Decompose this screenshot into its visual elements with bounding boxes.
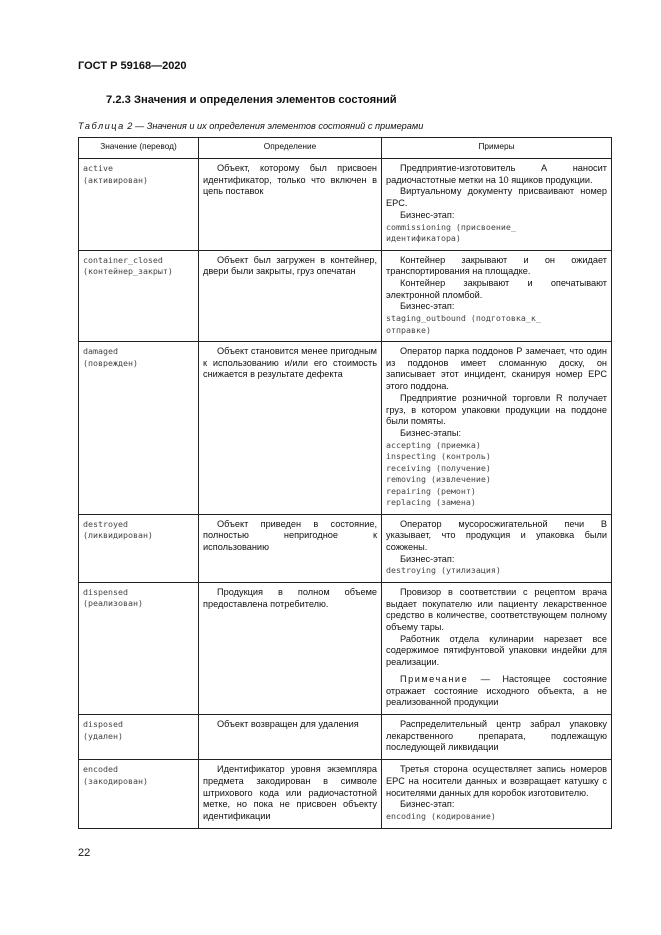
note-body: — Настоящее состояние отражает состояние исходного объекта, а не реализованной продукции xyxy=(386,673,607,708)
definition-text: Объект приведен в состояние, полностью непригодное к использованию xyxy=(203,518,377,553)
state-value: encoded xyxy=(83,764,118,775)
state-translation: (закодирован) xyxy=(83,775,148,786)
business-step: commissioning (присвоение_ xyxy=(386,221,516,232)
state-value: destroyed xyxy=(83,518,128,529)
state-value: damaged xyxy=(83,346,118,357)
table-row xyxy=(79,715,612,760)
cell-definition xyxy=(199,514,382,582)
business-step: encoding (кодирование) xyxy=(386,810,496,821)
cell-definition xyxy=(199,715,382,760)
state-value: dispensed xyxy=(83,586,128,597)
cell-value xyxy=(79,250,199,342)
definition-text: Объект становится менее пригодным к использованию и/или его стоимость снижается в результате дефекта xyxy=(203,346,377,380)
business-step: отправке) xyxy=(386,324,431,335)
example-text: Бизнес-этап: xyxy=(400,209,455,220)
state-value: container_closed xyxy=(83,254,163,265)
example-text: Работник отдела кулинарии нарезает все содержимое пятифунтовой упаковки индейки для реализации. xyxy=(386,633,607,668)
table-caption-label: Таблица xyxy=(78,121,125,131)
document-code: ГОСТ Р 59168—2020 xyxy=(78,60,187,72)
example-text: Оператор парка поддонов Р замечает, что один из поддонов имеет сломанную доску, он записывает этот инцидент, сканируя номер EPC этого поддона. xyxy=(386,346,607,392)
state-translation: (контейнер_закрыт) xyxy=(83,266,173,277)
definition-text: Продукция в полном объеме предоставлена потребителю. xyxy=(203,586,377,609)
cell-definition xyxy=(199,342,382,515)
cell-value xyxy=(79,760,199,829)
cell-examples xyxy=(382,514,612,582)
state-translation: (реализован) xyxy=(83,598,143,609)
cell-value xyxy=(79,514,199,582)
business-step: destroying (утилизация) xyxy=(386,565,501,576)
column-header-definition: Определение xyxy=(199,138,382,159)
cell-examples xyxy=(382,760,612,829)
state-translation: (поврежден) xyxy=(83,357,138,368)
state-translation: (ликвидирован) xyxy=(83,530,153,541)
note-label: Примечание xyxy=(400,673,469,684)
cell-examples xyxy=(382,582,612,714)
table-caption-text: 2 — Значения и их определения элементов состояний с примерами xyxy=(124,121,424,131)
cell-examples xyxy=(382,250,612,342)
cell-definition xyxy=(199,760,382,829)
example-text: Бизнес-этап: xyxy=(400,301,455,312)
table-row xyxy=(79,250,612,342)
state-translation: (активирован) xyxy=(83,174,148,185)
cell-definition xyxy=(199,582,382,714)
example-text: Контейнер закрывают и опечатывают электронной пломбой. xyxy=(386,277,607,300)
page-number: 22 xyxy=(78,847,91,859)
business-step: inspecting (контроль) xyxy=(386,451,491,462)
business-step: receiving (получение) xyxy=(386,462,491,473)
column-header-value: Значение (перевод) xyxy=(79,138,199,159)
business-step: removing (извлечение) xyxy=(386,474,491,485)
cell-value xyxy=(79,159,199,251)
cell-value xyxy=(79,582,199,714)
example-text: Бизнес-этап: xyxy=(400,553,455,564)
cell-value xyxy=(79,715,199,760)
business-step: staging_outbound (подготовка_к_ xyxy=(386,313,541,324)
example-text: Виртуальному документу присваивают номер EPC. xyxy=(386,186,607,209)
business-step: repairing (ремонт) xyxy=(386,485,476,496)
table-row xyxy=(79,342,612,515)
cell-examples xyxy=(382,342,612,515)
example-text: Бизнес-этапы: xyxy=(400,427,462,438)
example-text: Оператор мусоросжигательной печи В указывает, что продукция и упаковка были сожжены. xyxy=(386,518,607,553)
state-value: active xyxy=(83,163,113,173)
example-text: Предприятие-изготовитель А наносит радиочастотные метки на 10 ящиков продукции. xyxy=(386,163,607,185)
example-text: Контейнер закрывают и он ожидает транспортирования на площадке. xyxy=(386,254,607,277)
cell-examples xyxy=(382,715,612,760)
definition-text: Объект был загружен в контейнер, двери были закрыты, груз опечатан xyxy=(203,254,377,277)
section-title: 7.2.3 Значения и определения элементов состояний xyxy=(106,94,397,106)
table-row xyxy=(79,760,612,829)
example-text: Предприятие розничной торговли R получает груз, в котором упаковки продукции на поддоне были помяты. xyxy=(386,392,607,427)
table-caption xyxy=(78,121,423,131)
states-table xyxy=(78,137,612,829)
state-translation: (удален) xyxy=(83,730,123,741)
business-step: идентификатора) xyxy=(386,233,461,244)
state-value: disposed xyxy=(83,719,123,729)
example-text: Провизор в соответствии с рецептом врача выдает покупателю или пациенту лекарственное средство в количестве, соответствующем полному объему тары. xyxy=(386,586,607,633)
business-step: accepting (приемка) xyxy=(386,439,481,450)
example-text: Третья сторона осуществляет запись номеров EPC на носители данных и возвращает катушку с носителями данных для коробок изготовителю. xyxy=(386,764,607,798)
business-step: replacing (замена) xyxy=(386,497,476,508)
cell-examples xyxy=(382,159,612,251)
table-row xyxy=(79,514,612,582)
cell-value xyxy=(79,342,199,515)
note-text xyxy=(386,674,607,709)
cell-definition xyxy=(199,250,382,342)
table-row xyxy=(79,159,612,251)
example-text: Распределительный центр забрал упаковку лекарственного препарата, подлежащую последующей ликвидации xyxy=(386,719,607,753)
definition-text: Объект возвращен для удаления xyxy=(217,719,359,729)
cell-definition xyxy=(199,159,382,251)
definition-text: Идентификатор уровня экземпляра предмета закодирован в символе штрихового кода или радиочастотной метке, но пока не присвоен объекту идентификации xyxy=(203,764,377,821)
example-text: Бизнес-этап: xyxy=(400,799,455,810)
table-row xyxy=(79,582,612,714)
table-header-row xyxy=(79,138,612,159)
column-header-examples: Примеры xyxy=(382,138,612,159)
definition-text: Объект, которому был присвоен идентификатор, только что включен в цепь поставок xyxy=(203,163,377,197)
